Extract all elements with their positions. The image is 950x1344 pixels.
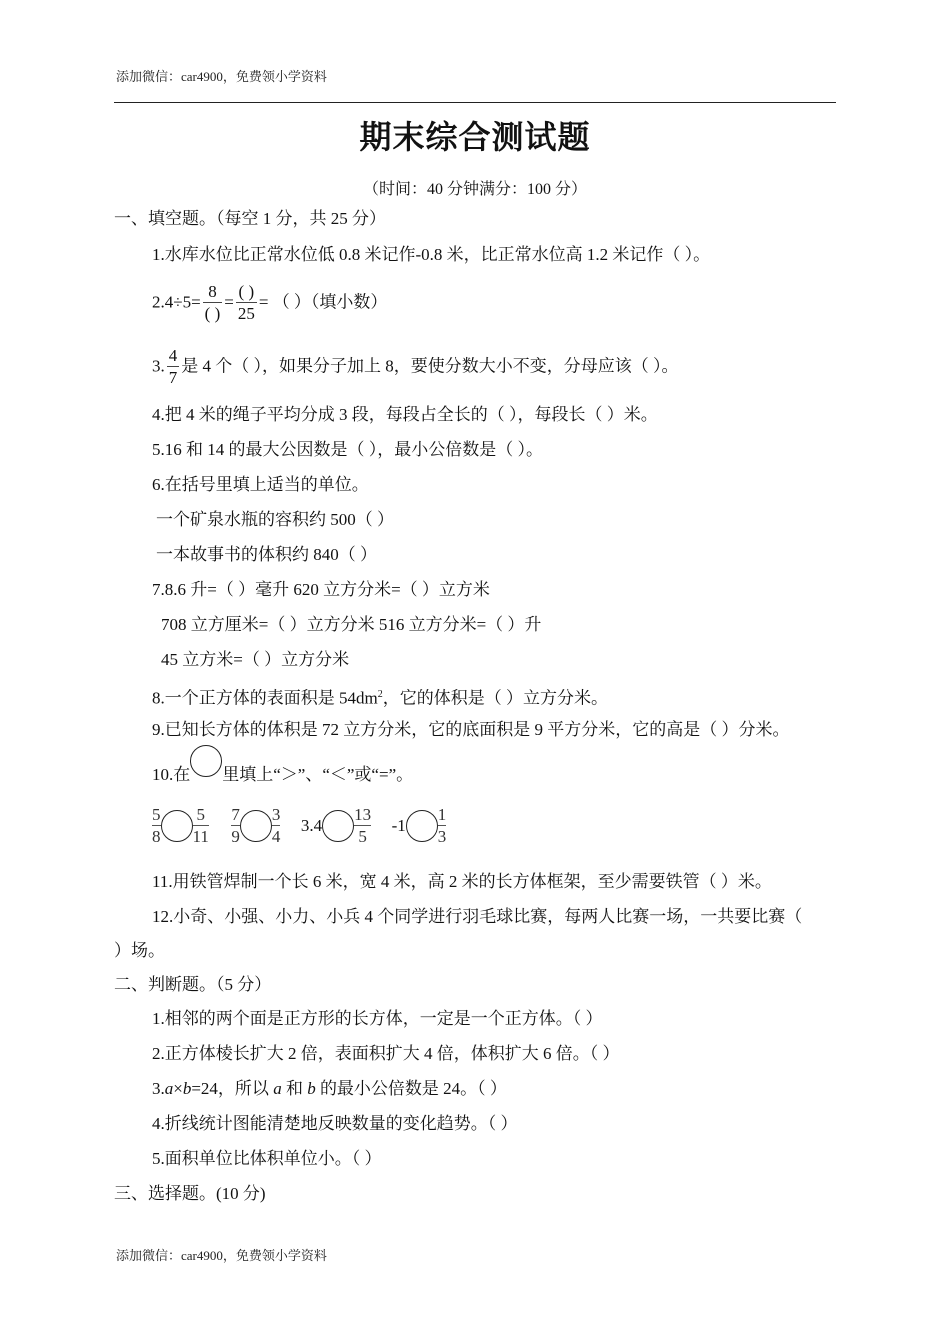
q3-prefix: 3. — [152, 356, 165, 376]
q2-3-mid: =24，所以 — [191, 1079, 274, 1098]
compare-e: 3.4 — [300, 815, 323, 835]
question-1-7b: 708 立方厘米=（ ）立方分米 516 立方分米=（ ）升 — [161, 615, 542, 634]
page-title: 期末综合测试题 — [359, 119, 591, 155]
compare-d — [272, 804, 281, 848]
question-1-1: 1.水库水位比正常水位低 0.8 米记作-0.8 米，比正常水位高 1.2 米记作（ ）。 — [152, 245, 711, 264]
compare-c-den: 9 — [231, 827, 240, 847]
compare-circle-2[interactable] — [240, 810, 272, 842]
q2-f2-num: ( ) — [238, 282, 255, 301]
q2-3-prefix: 3. — [152, 1079, 165, 1098]
q2-f1-den: ( ) — [204, 304, 221, 324]
q2-3-var-b2: b — [307, 1079, 316, 1098]
q2-f2-den: 25 — [237, 304, 255, 324]
q3-den: 7 — [168, 368, 178, 388]
question-1-12a: 12.小奇、小强、小力、小兵 4 个同学进行羽毛球比赛，每两人比赛一场，一共要比赛（ — [152, 907, 803, 926]
question-1-8 — [152, 684, 608, 710]
question-1-7a: 7.8.6 升=（ ）毫升 620 立方分米=（ ）立方米 — [152, 580, 490, 599]
compare-c-num: 7 — [231, 805, 240, 824]
question-1-6: 6.在括号里填上适当的单位。 — [152, 475, 369, 494]
compare-b-den: 11 — [192, 827, 209, 847]
q8-text: 8.一个正方体的表面积是 54dm — [152, 688, 378, 708]
q2-3-times: × — [173, 1079, 183, 1098]
section1-heading: 一、填空题。（每空 1 分，共 25 分） — [114, 209, 386, 228]
section2-heading: 二、判断题。（5 分） — [114, 975, 272, 994]
q3-num: 4 — [168, 346, 178, 365]
compare-f-num: 13 — [354, 805, 372, 824]
question-1-3 — [152, 346, 679, 389]
question-1-7c: 45 立方米=（ ）立方分米 — [161, 650, 350, 669]
page-subtitle: （时间：40 分钟满分：100 分） — [362, 181, 587, 198]
compare-c — [231, 804, 240, 848]
q3-fraction — [167, 346, 180, 389]
compare-f — [354, 804, 371, 848]
question-1-5: 5.16 和 14 的最大公因数是（ ），最小公倍数是（ ）。 — [152, 440, 543, 459]
q2-3-and: 和 — [281, 1079, 308, 1098]
question-2-4: 4.折线统计图能清楚地反映数量的变化趋势。（ ） — [152, 1114, 518, 1133]
question-1-9: 9.已知长方体的体积是 72 立方分米，它的底面积是 9 平方分米，它的高是（ ）分米。 — [152, 720, 790, 739]
q2-fraction-2 — [236, 282, 257, 325]
question-2-1: 1.相邻的两个面是正方形的长方体，一定是一个正方体。（ ） — [152, 1009, 603, 1028]
compare-h-num: 1 — [437, 805, 447, 824]
compare-d-num: 3 — [271, 805, 281, 824]
compare-a-num: 5 — [152, 805, 161, 824]
q2-3-var-a2: a — [273, 1079, 282, 1098]
compare-circle — [190, 745, 222, 777]
page-header: 添加微信：car4900，免费领小学资料 — [116, 69, 327, 84]
question-1-11: 11.用铁管焊制一个长 6 米，宽 4 米，高 2 米的长方体框架，至少需要铁管（ ）米。 — [152, 872, 772, 891]
compare-b — [193, 804, 209, 848]
q2-3-var-a: a — [164, 1079, 174, 1098]
question-2-5: 5.面积单位比体积单位小。（ ） — [152, 1149, 382, 1168]
compare-row — [152, 804, 446, 848]
compare-g: -1 — [391, 815, 406, 835]
q2-prefix: 2.4÷5= — [152, 292, 201, 312]
question-1-12b: ）场。 — [114, 941, 165, 960]
question-1-2: 2.4÷5= $\frac{8}{( )}$ = $\frac{( )}{25}$ = （ ）（填小数） — [152, 282, 388, 324]
question-2-3 — [152, 1078, 507, 1100]
compare-d-den: 4 — [271, 827, 281, 847]
q3-text: 是 4 个（ ），如果分子加上 8，要使分数大小不变，分母应该（ ）。 — [181, 356, 679, 376]
compare-b-num: 5 — [196, 805, 205, 824]
q8-rest: ，它的体积是（ ）立方分米。 — [382, 688, 608, 708]
compare-f-den: 5 — [354, 825, 371, 847]
page-footer: 添加微信：car4900，免费领小学资料 — [116, 1248, 327, 1263]
compare-circle-4[interactable] — [406, 810, 438, 842]
q2-3-var-b: b — [182, 1079, 192, 1098]
section3-heading: 三、选择题。(10 分) — [114, 1184, 266, 1203]
q10-prefix: 10.在 — [152, 765, 191, 784]
compare-circle-1[interactable] — [161, 810, 193, 842]
q2-fraction-1 — [203, 282, 223, 325]
compare-a — [152, 804, 161, 848]
q2-suffix: （ ）（填小数） — [272, 292, 388, 312]
question-2-2: 2.正方体棱长扩大 2 倍，表面积扩大 4 倍，体积扩大 6 倍。（ ） — [152, 1044, 620, 1063]
q10-suffix: 里填上“＞”、“＜”或“=”。 — [222, 765, 414, 784]
compare-h — [438, 804, 447, 848]
compare-circle-3[interactable] — [322, 810, 354, 842]
q8-superscript: 2 — [377, 689, 383, 700]
question-1-4: 4.把 4 米的绳子平均分成 3 段，每段占全长的（ ），每段长（ ）米。 — [152, 405, 658, 424]
question-1-10 — [152, 753, 413, 785]
q2-f1-num: 8 — [208, 282, 217, 301]
compare-a-den: 8 — [152, 827, 161, 847]
compare-h-den: 3 — [437, 827, 447, 847]
q2-3-rest: 的最小公倍数是 24。（ ） — [315, 1079, 507, 1098]
header-divider — [114, 102, 836, 103]
question-1-6b: 一本故事书的体积约 840（ ） — [156, 545, 377, 564]
question-1-6a: 一个矿泉水瓶的容积约 500（ ） — [156, 510, 394, 529]
